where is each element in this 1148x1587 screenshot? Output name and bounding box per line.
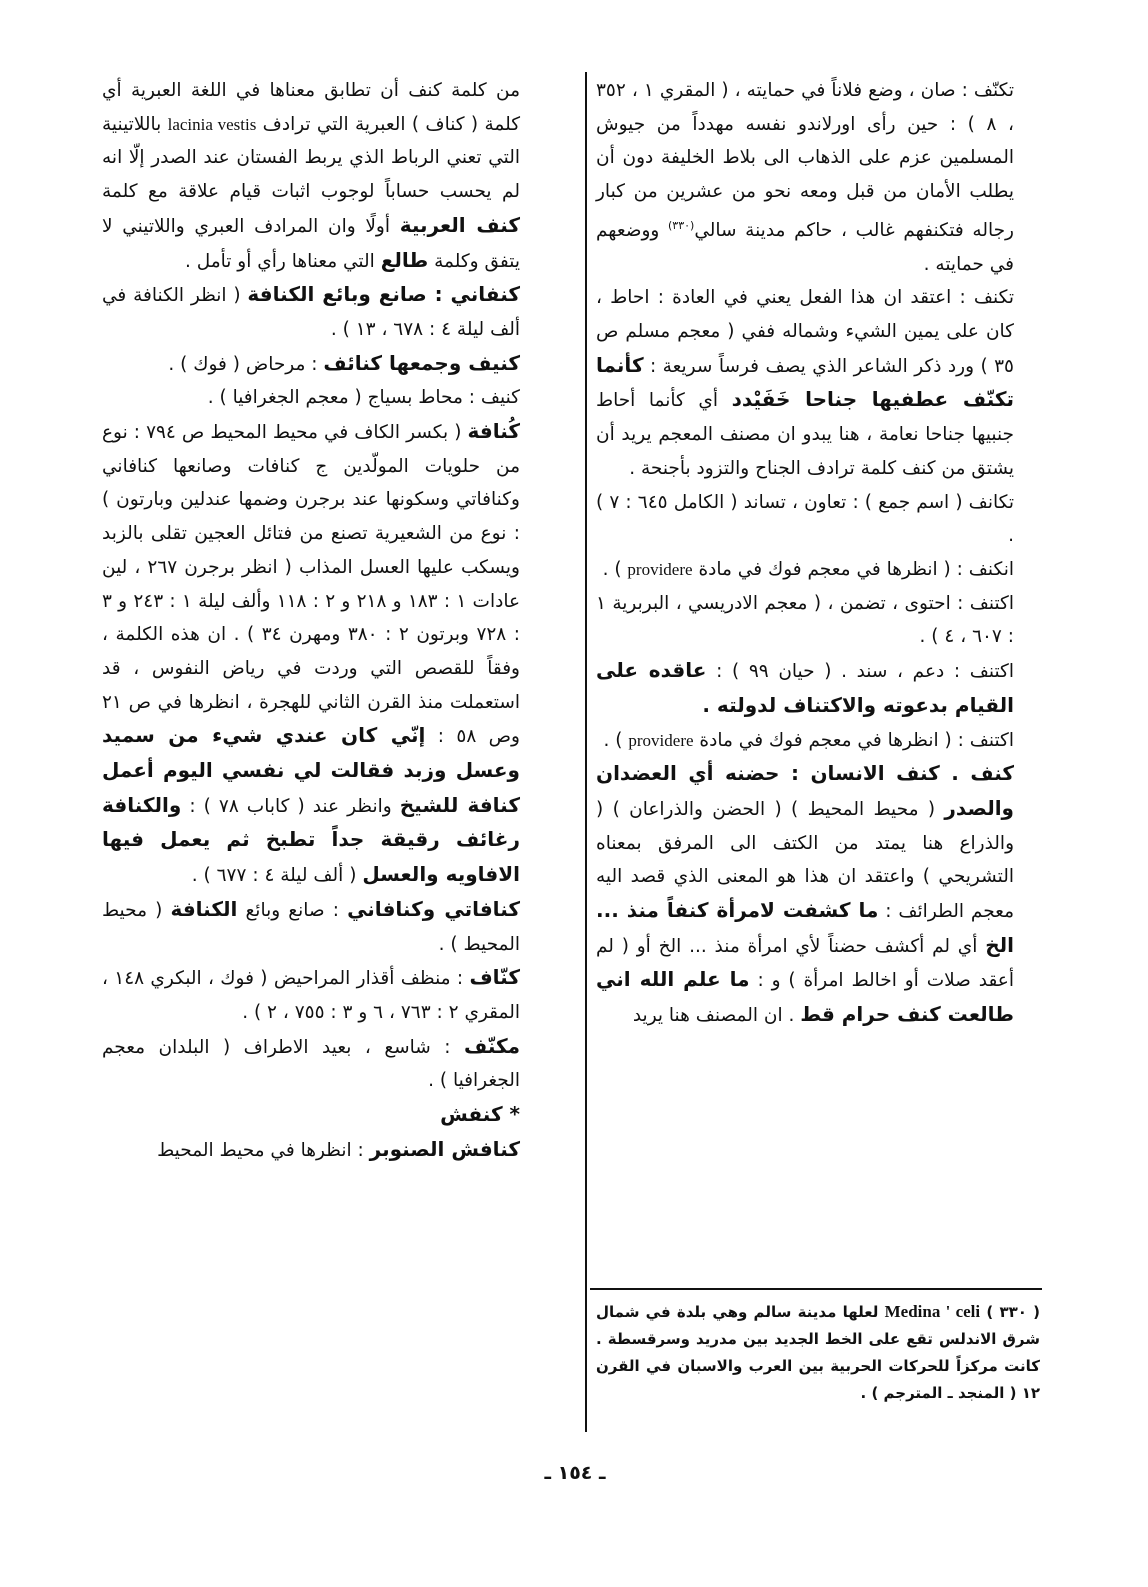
latin-term: lacinia vestis	[167, 114, 257, 134]
entry-kunafati: كنافاتي وكنافاني : صانع وبائع الكنافة ( محيط المحيط ) .	[102, 896, 520, 955]
headword: كنافاتي وكنافاني	[347, 896, 520, 921]
entry-iktanaf-see: اكتنف : ( انظرها في معجم فوك في مادة providere ) .	[603, 729, 1014, 751]
entry-takannaf-protect: تكنّف : صان ، وضع فلاناً في حمايته ، ( المقري ١ ، ٣٥٢ ، ٨ ) : حين رأى اورلاندو نفسه مهدداً من جيوش المسلمين عزم على الذهاب الى بلاط الخليفة دون أن يطلب الأمان من قبل ومعه نحو من عشرين من كبار رجاله فتكنفهم غالب ، حاكم مدينة سالي$^{(٣٣٠)}$ ووضعهم في حمايته .	[596, 80, 1015, 275]
entry-kanafish: كنافش الصنوبر : انظرها في محيط المحيط	[157, 1136, 520, 1161]
column-divider	[585, 72, 587, 1432]
headword: كنافش الصنوبر	[369, 1136, 520, 1161]
entry-kunafa: كُنافة ( بكسر الكاف في محيط المحيط ص ٧٩٤ : نوع من حلويات المولّدين ج كنافات وصانعها كنافاني وكنافاتي وسكونها عند برجرن وضمها عندلين وبارتون ) : نوع من الشعيرية تصنع من فتائل العجين تقلى بالزبد ويسكب عليها العسل المذاب ( انظر برجرن ٢٦٧ ، لين عادات ١ : ١٨٣ و ٢١٨ و ٢ : ١١٨ وألف ليلة ١ : ٢٤٣ و ٣ : ٧٢٨ وبرتون ٢ : ٣٨٠ ومهرن ٣٤ ) . ان هذه الكلمة ، وفقاً للقصص التي وردت في رياض النفوس ، قد استعملت منذ القرن الثاني للهجرة ، انظرها في ص ٢١ وص ٥٨ : إنّي كان عندي شيء من سميد وعسل وزبد فقالت لي نفسي اليوم أعمل كنافة للشيخ وانظر عند ( كاباب ٧٨ ) : والكنافة رغائف رقيقة جداً تطبخ ثم يعمل فيها الافاويه والعسل ( ألف ليلة ٤ : ٦٧٧ ) .	[102, 419, 520, 887]
headword: كُنافة	[467, 419, 520, 444]
entry-kanaf: كنف . كنف الانسان : حضنه أي العضدان والصدر ( محيط المحيط ) ( الحضن والذراعان ) ( والذراع هنا يمتد من الكتف الى المرفق بمعناه التشريحي ) واعتقد ان هذا هو المعنى الذي قصد اليه معجم الطرائف : ما كشفت لامرأة كنفاً منذ ... الخ أي لم أكشف حضناً لأي امرأة منذ ... الخ أو ( لم أعقد صلات أو اخالط امرأة ) و : ما علم الله اني طالعت كنف حرام قط . ان المصنف هنا يريد	[596, 761, 1014, 1027]
footnote-ref: (٣٣٠)	[668, 218, 695, 232]
entry-kanafani: كنفاني : صانع وبائع الكنافة ( انظر الكنافة في ألف ليلة ٤ : ٦٧٨ ، ١٣ ) .	[102, 282, 520, 340]
entry-takannaf-surround: تكنف : اعتقد ان هذا الفعل يعني في العادة : احاط ، كان على يمين الشيء وشماله ففي ( معجم مسلم ص ٣٥ ) ورد ذكر الشاعر الذي يصف فرساً سريعة : كأنما تكنّف عطفيها جناحا خَفَيْدد أي كأنما أحاط جنبيها جناحا نعامة ، هنا يبدو ان مصنف المعجم يريد أن يشتق من كنف كلمة ترادف الجناح والتزود بأجنحة .	[596, 287, 1014, 479]
headword: كنف . كنف الانسان : حضنه أي العضدان والصدر	[596, 761, 1014, 820]
quote-text: ما كشفت لامرأة كنفاً منذ ... الخ	[596, 898, 1014, 957]
entry-kanif-fenced: كنيف : محاط بسياج ( معجم الجغرافيا ) .	[207, 387, 520, 409]
root-heading: * كنفش	[440, 1102, 520, 1127]
entry-mukannaf: مكنّف : شاسع ، بعيد الاطراف ( البلدان معجم الجغرافيا ) .	[102, 1033, 520, 1092]
headword: مكنّف	[464, 1033, 520, 1058]
footnote-rule	[590, 1288, 1042, 1290]
entry-continuation: من كلمة كنف أن تطابق معناها في اللغة العبرية أي كلمة ( كناف ) العبرية التي ترادف lacinia vestis باللاتينية التي تعني الرباط الذي يربط الفستان عند الصدر إلّا انه لم يحسب حساباً لوجوب اثبات قيام علاقة مع كلمة كنف العربية أولًا وان المرادف العبري واللاتيني لا يتفق وكلمة طالع التي معناها رأي أو تأمل .	[102, 80, 520, 272]
entry-iktanaf-contain: اكتنف : احتوى ، تضمن ، ( معجم الادريسي ، البربرية ١ : ٦٠٧ ، ٤ ) .	[596, 592, 1014, 648]
entry-takanuf: تكانف ( اسم جمع ) : تعاون ، تساند ( الكامل ٦٤٥ : ٧ ) .	[596, 491, 1014, 547]
latin-term: providere	[628, 730, 694, 750]
quote-text: ما علم الله اني طالعت كنف حرام قط	[596, 967, 1014, 1027]
latin-term: providere	[627, 560, 693, 579]
root-heading-kanfash	[102, 1098, 520, 1133]
entry-kanif-toilet: كنيف وجمعها كنائف : مرحاض ( فوك ) .	[168, 350, 520, 375]
headword: كنفاني : صانع وبائع الكنافة	[247, 282, 520, 307]
entry-kannaf: كنّاف : منظف أقذار المراحيض ( فوك ، البكري ١٤٨ ، المقري ٢ : ٧٦٣ ، ٦ و ٣ : ٧٥٥ ، ٢ ) .	[102, 965, 520, 1023]
entry-iktanaf-support: اكتنف : دعم ، سند . ( حيان ٩٩ ) : عاقده على القيام بدعوته والاكتناف لدولته .	[596, 658, 1015, 717]
headword: كنيف وجمعها كنائف	[323, 350, 520, 375]
latin-term: Medina ' celi	[884, 1302, 981, 1321]
quote-text: عاقده على القيام بدعوته والاكتناف لدولته .	[596, 658, 1014, 717]
poem-quote: كأنما تكنّف عطفيها جناحا خَفَيْدد	[596, 352, 1014, 412]
quote-text: إنّي كان عندي شيء من سميد وعسل وزبد فقالت لي نفسي اليوم أعمل كنافة للشيخ	[102, 723, 520, 817]
page-number: ـ ١٥٤ ـ	[544, 1462, 606, 1484]
footnote: ( ٣٣٠ ) Medina ' celi لعلها مدينة سالم وهي بلدة في شمال شرق الاندلس تقع على الخط الجديد بين مدريد وسرقسطة . كانت مركزاً للحركات الحربية بين العرب والاسبان في القرن ١٢ ( المنجد ـ المترجم ) .	[596, 1302, 1041, 1402]
headword: كنّاف	[469, 965, 520, 990]
quote-text: والكنافة رغائف رقيقة جداً تطبخ ثم يعمل فيها الافاويه والعسل	[102, 792, 520, 887]
right-column	[596, 74, 1014, 1033]
left-column	[102, 74, 520, 1168]
entry-inkanaf: انكنف : ( انظرها في معجم فوك في مادة providere ) .	[602, 559, 1014, 580]
